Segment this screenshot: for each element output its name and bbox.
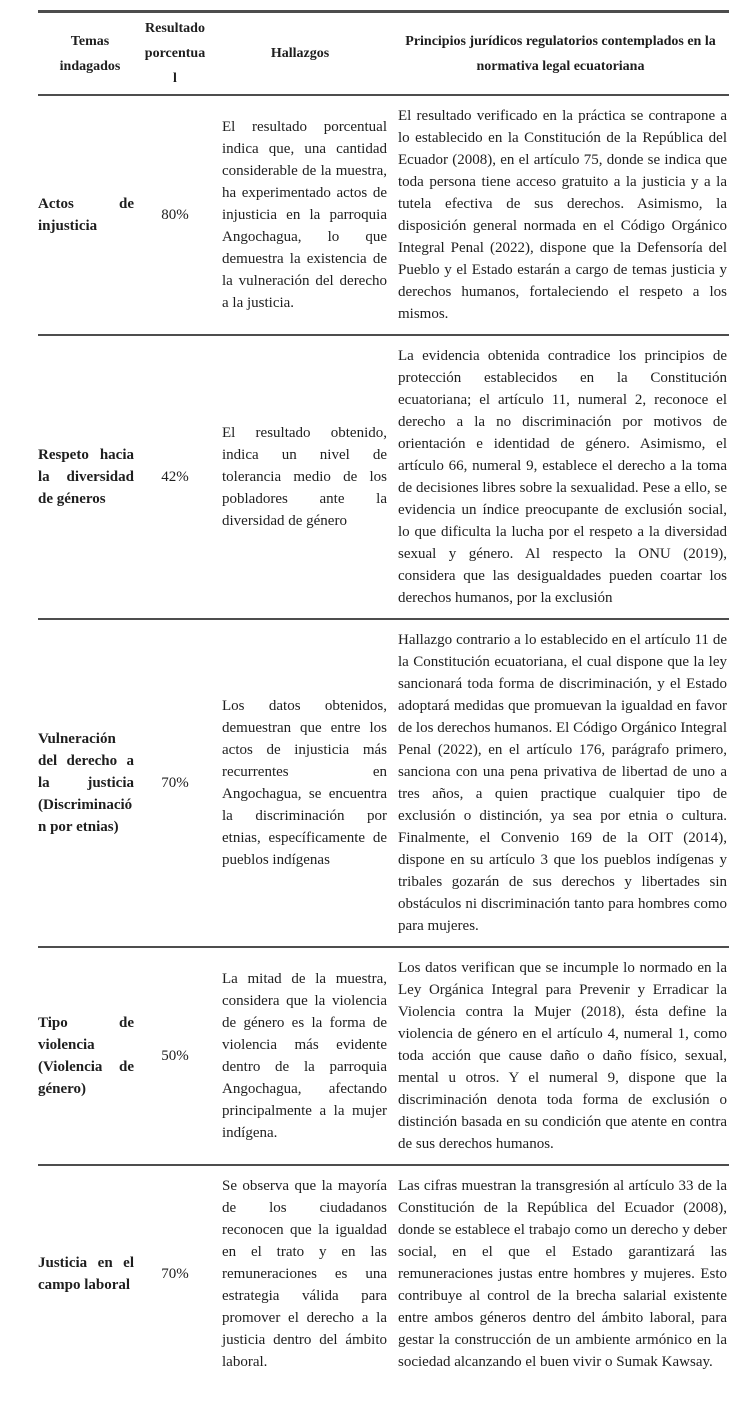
principios-cell: Las cifras muestran la transgresión al artículo 33 de la Constitución de la República del Ecuador (2008), donde se establece el trabajo como un derecho y deber social, en el que el Estado garantizará las remuneraciones justas entre hombres y mujeres. Esto contribuye al control de la brecha salarial existente entre ambos géneros dentro del ámbito laboral, para gestar la construcción de un ambiente armónico en la sociedad alcanzando el buen vivir o Sumak Kawsay. — [398, 1178, 727, 1370]
resultado-cell: 80% — [161, 207, 189, 223]
tema-cell: Respeto hacia la diversidad de géneros — [38, 447, 134, 507]
hallazgos-cell: La mitad de la muestra, considera que la violencia de género es la forma de violencia más evidente dentro de la parroquia Angochagua, afectando principalmente a la mujer indígena. — [222, 971, 387, 1141]
tema-cell: Actos de injusticia — [38, 196, 134, 234]
table-row — [38, 335, 729, 619]
principios-cell: El resultado verificado en la práctica se contrapone a lo establecido en la Constitución de la República del Ecuador (2008), en el artículo 75, donde se indica que toda persona tiene acceso gratuito a la justicia y a la tutela efectiva de sus derechos. Asimismo, la disposición general normada en el Código Orgánico Integral Penal (2022), dispone que la Defensoría del Pueblo y el Estado estarán a cargo de temas justicia y derechos humanos, fortaleciendo el respeto a los mismos. — [398, 108, 727, 322]
header-row — [38, 12, 729, 96]
principios-cell: La evidencia obtenida contradice los principios de protección establecidos en la Constitución ecuatoriana; el artículo 11, numeral 2, reconoce el derecho a la no discriminación por motivos de orientación e identidad de género. Asimismo, el artículo 66, numeral 9, establece el derecho a la toma de decisiones libres sobre la sexualidad. Pese a ello, se evidencia un índice preocupante de exclusión social, lo que dificulta la lucha por el respeto a la diversidad sexual y género. Al respecto la ONU (2019), considera que las desigualdades pueden coartar los derechos humanos, por la exclusión — [398, 348, 727, 606]
principios-cell: Hallazgo contrario a lo establecido en el artículo 11 de la Constitución ecuatoriana, el cual dispone que la ley sancionará toda forma de discriminación, y el Estado adoptará medidas que promuevan la igualdad en favor de los derechos humanos. El Código Orgánico Integral Penal (2022), en el artículo 176, parágrafo primero, sanciona con una pena privativa de libertad de uno a tres años, a quien practique cualquier tipo de exclusión o distinción, ya sea por etnia o cultura. Finalmente, el Convenio 169 de la OIT (2014), dispone en su artículo 3 que los pueblos indígenas y tribales gozarán de sus derechos y libertades sin obstáculos ni discriminación tanto para hombres como para mujeres. — [398, 632, 727, 934]
hallazgos-cell: El resultado obtenido, indica un nivel de tolerancia medio de los pobladores ante la diversidad de género — [222, 425, 387, 529]
header-resultado-porcentual: Resultado porcentual — [144, 21, 206, 86]
table-row — [38, 947, 729, 1165]
resultado-cell: 42% — [161, 469, 189, 485]
resultado-cell: 70% — [161, 1266, 189, 1282]
table-row — [38, 95, 729, 335]
resultado-cell: 70% — [161, 775, 189, 791]
hallazgos-cell: El resultado porcentual indica que, una cantidad considerable de la muestra, ha experimentado actos de injusticia en la parroquia Angochagua, lo que demuestra la existencia de la vulneración del derecho a la justicia. — [222, 119, 387, 311]
table-row — [38, 1165, 729, 1382]
tema-cell: Justicia en el campo laboral — [38, 1255, 134, 1293]
hallazgos-cell: Se observa que la mayoría de los ciudadanos reconocen que la igualdad en el trato y en las remuneraciones es una estrategia válida para promover el derecho a la justicia dentro del ámbito laboral. — [222, 1178, 387, 1370]
table-row — [38, 619, 729, 947]
hallazgos-cell: Los datos obtenidos, demuestran que entre los actos de injusticia más recurrentes en Angochagua, se encuentra la discriminación por etnias, específicamente de pueblos indígenas — [222, 698, 387, 868]
header-temas-indagados: Temas indagados — [59, 33, 121, 74]
header-hallazgos: Hallazgos — [270, 46, 330, 61]
resultado-cell: 50% — [161, 1048, 189, 1064]
tema-cell: Vulneración del derecho a la justicia (Discriminación por etnias) — [38, 731, 134, 835]
principios-cell: Los datos verifican que se incumple lo normado en la Ley Orgánica Integral para Prevenir y Erradicar la Violencia contra la Mujer (2018), ésta define la violencia de género en el artículo 4, numeral 1, como toda acción que cause daño o daño físico, sexual, mental u otros. Y el numeral 9, dispone que la discriminación denota toda forma de exclusión o distinción basada en su condición que atente en contra de sus derechos humanos. — [398, 960, 727, 1152]
tema-cell: Tipo de violencia (Violencia de género) — [38, 1015, 134, 1097]
header-principios-juridicos: Principios jurídicos regulatorios contemplados en la normativa legal ecuatoriana — [405, 33, 716, 74]
results-table — [38, 10, 729, 1382]
